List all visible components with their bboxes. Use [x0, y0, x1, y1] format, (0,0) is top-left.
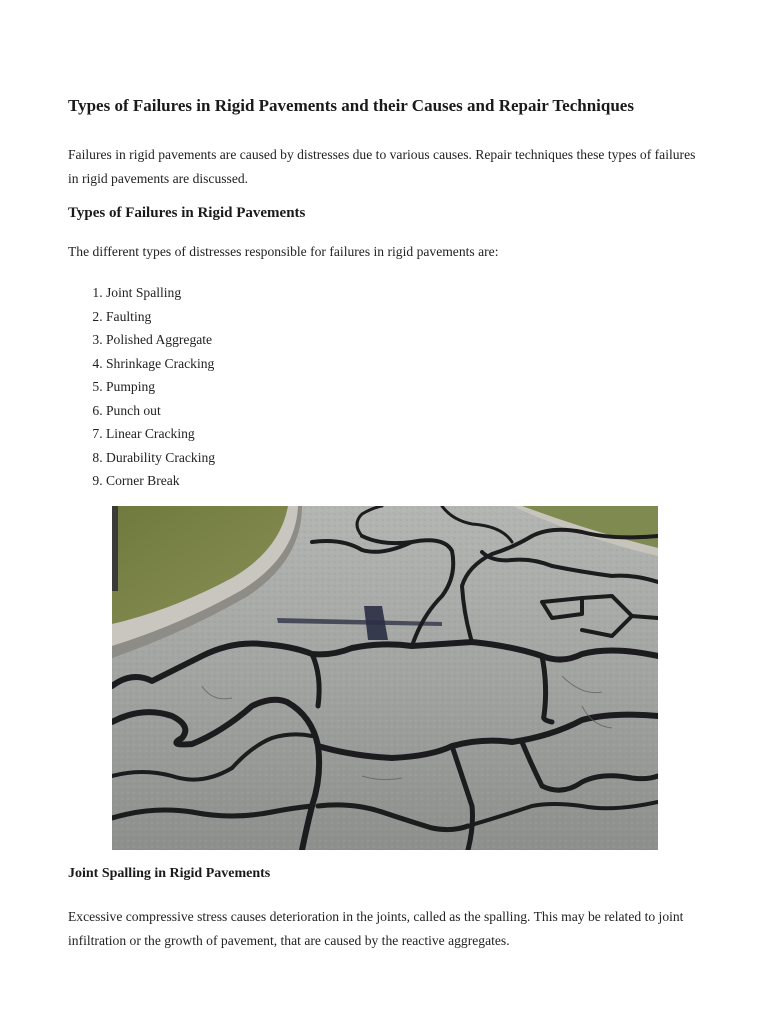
subsection-paragraph: Excessive compressive stress causes deterioration in the joints, called as the spalling. This may be related to joint infiltration or the growth of pavement, that are caused by the reactive aggregates. [68, 909, 684, 948]
cracked-pavement-photo [112, 506, 658, 850]
list-item: 2. Faulting [106, 305, 215, 329]
list-item: 8. Durability Cracking [106, 446, 215, 470]
list-item: 9. Corner Break [106, 469, 215, 493]
intro-paragraph: Failures in rigid pavements are caused by distresses due to various causes. Repair techniques these types of failures in rigid pavements are discussed. [68, 147, 696, 186]
list-item: 5. Pumping [106, 375, 215, 399]
list-item: 7. Linear Cracking [106, 422, 215, 446]
list-item: 3. Polished Aggregate [106, 328, 215, 352]
section-heading: Types of Failures in Rigid Pavements [68, 205, 306, 221]
list-item: 1. Joint Spalling [106, 281, 215, 305]
page-title: Types of Failures in Rigid Pavements and their Causes and Repair Techniques [68, 96, 634, 115]
subsection-heading: Joint Spalling in Rigid Pavements [68, 866, 271, 881]
failure-types-list [68, 281, 215, 493]
list-item: 4. Shrinkage Cracking [106, 352, 215, 376]
list-item: 6. Punch out [106, 399, 215, 423]
section-lead: The different types of distresses responsible for failures in rigid pavements are: [68, 244, 499, 259]
